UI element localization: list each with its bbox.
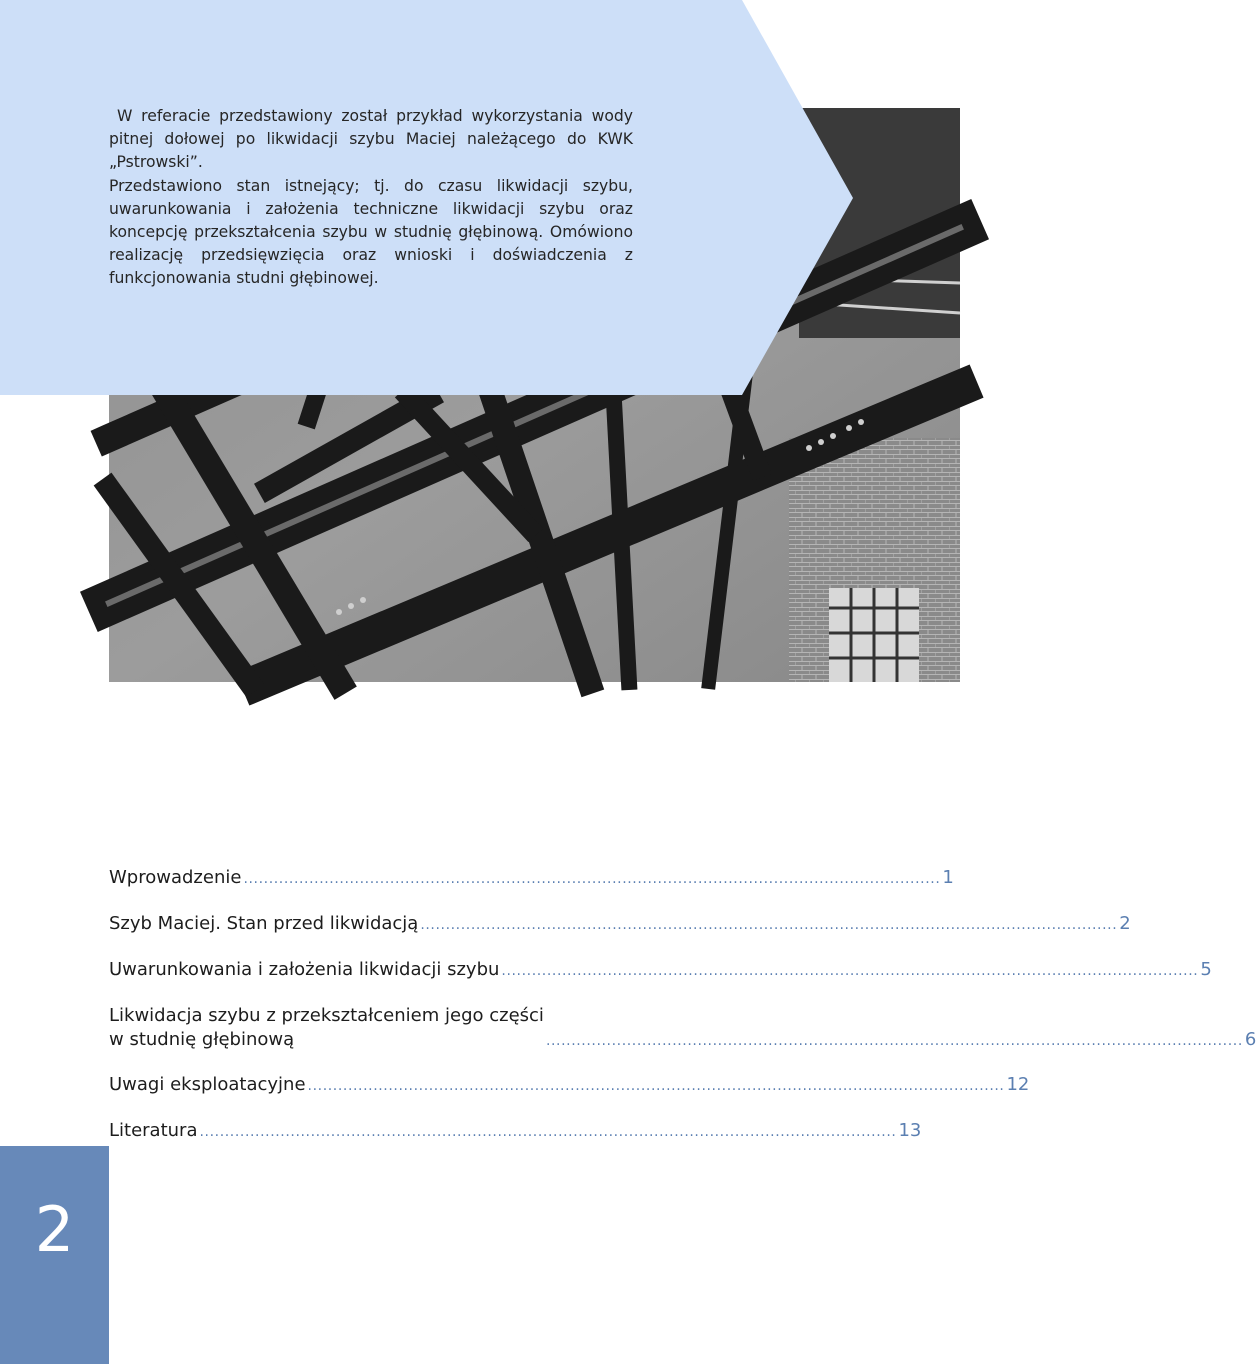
toc-entry-page: 5: [1200, 959, 1212, 980]
toc-leader-dots: ..........................................................................................................................................: [545, 1033, 1243, 1049]
toc-leader-dots: ..........................................................................................................................................: [501, 963, 1199, 979]
abstract: [109, 105, 633, 291]
page-number: 2: [34, 1193, 75, 1266]
toc-entry-page: 6: [1244, 1029, 1256, 1050]
toc-entry-page: 2: [1119, 913, 1131, 934]
table-of-contents: [109, 866, 1256, 1165]
toc-leader-dots: ..........................................................................................................................................: [243, 871, 941, 887]
toc-leader-dots: ..........................................................................................................................................: [420, 917, 1118, 933]
toc-entry[interactable]: [109, 1004, 1256, 1052]
toc-leader-dots: ..........................................................................................................................................: [307, 1078, 1005, 1094]
toc-entry-page: 12: [1006, 1074, 1030, 1095]
toc-leader-dots: ..........................................................................................................................................: [199, 1124, 897, 1140]
toc-entry-title-line-1: Likwidacja szybu z przekształceniem jego części: [109, 1005, 544, 1026]
toc-entry-page: 1: [942, 867, 954, 888]
toc-entry-title: Szyb Maciej. Stan przed likwidacją: [109, 913, 419, 934]
toc-entry-title: Uwarunkowania i założenia likwidacji szybu: [109, 959, 500, 980]
toc-entry-title: Wprowadzenie: [109, 867, 242, 888]
toc-entry-title: Literatura: [109, 1120, 198, 1141]
toc-entry-title: Uwagi eksploatacyjne: [109, 1074, 306, 1095]
toc-entry[interactable]: [109, 1119, 922, 1143]
toc-entry[interactable]: [109, 912, 1131, 936]
toc-entry-title-line-2: w studnię głębinową: [109, 1029, 295, 1050]
toc-entry-page: 13: [898, 1120, 922, 1141]
toc-entry[interactable]: [109, 866, 954, 890]
abstract-paragraph-1: W referacie przedstawiony został przykład wykorzystania wody pitnej dołowej po likwidacji szybu Maciej należącego do KWK „Pstrowski”.: [109, 107, 633, 172]
toc-entry[interactable]: [109, 1073, 1030, 1097]
toc-entry[interactable]: [109, 958, 1212, 982]
abstract-paragraph-2: Przedstawiono stan istnejący; tj. do czasu likwidacji szybu, uwarunkowania i założenia techniczne likwidacji szybu oraz koncepcję przekształcenia szybu w studnię głębinową. Omówiono realizację przedsięwzięcia oraz wnioski i doświadczenia z funkcjonowania studni głębinowej.: [109, 176, 633, 288]
